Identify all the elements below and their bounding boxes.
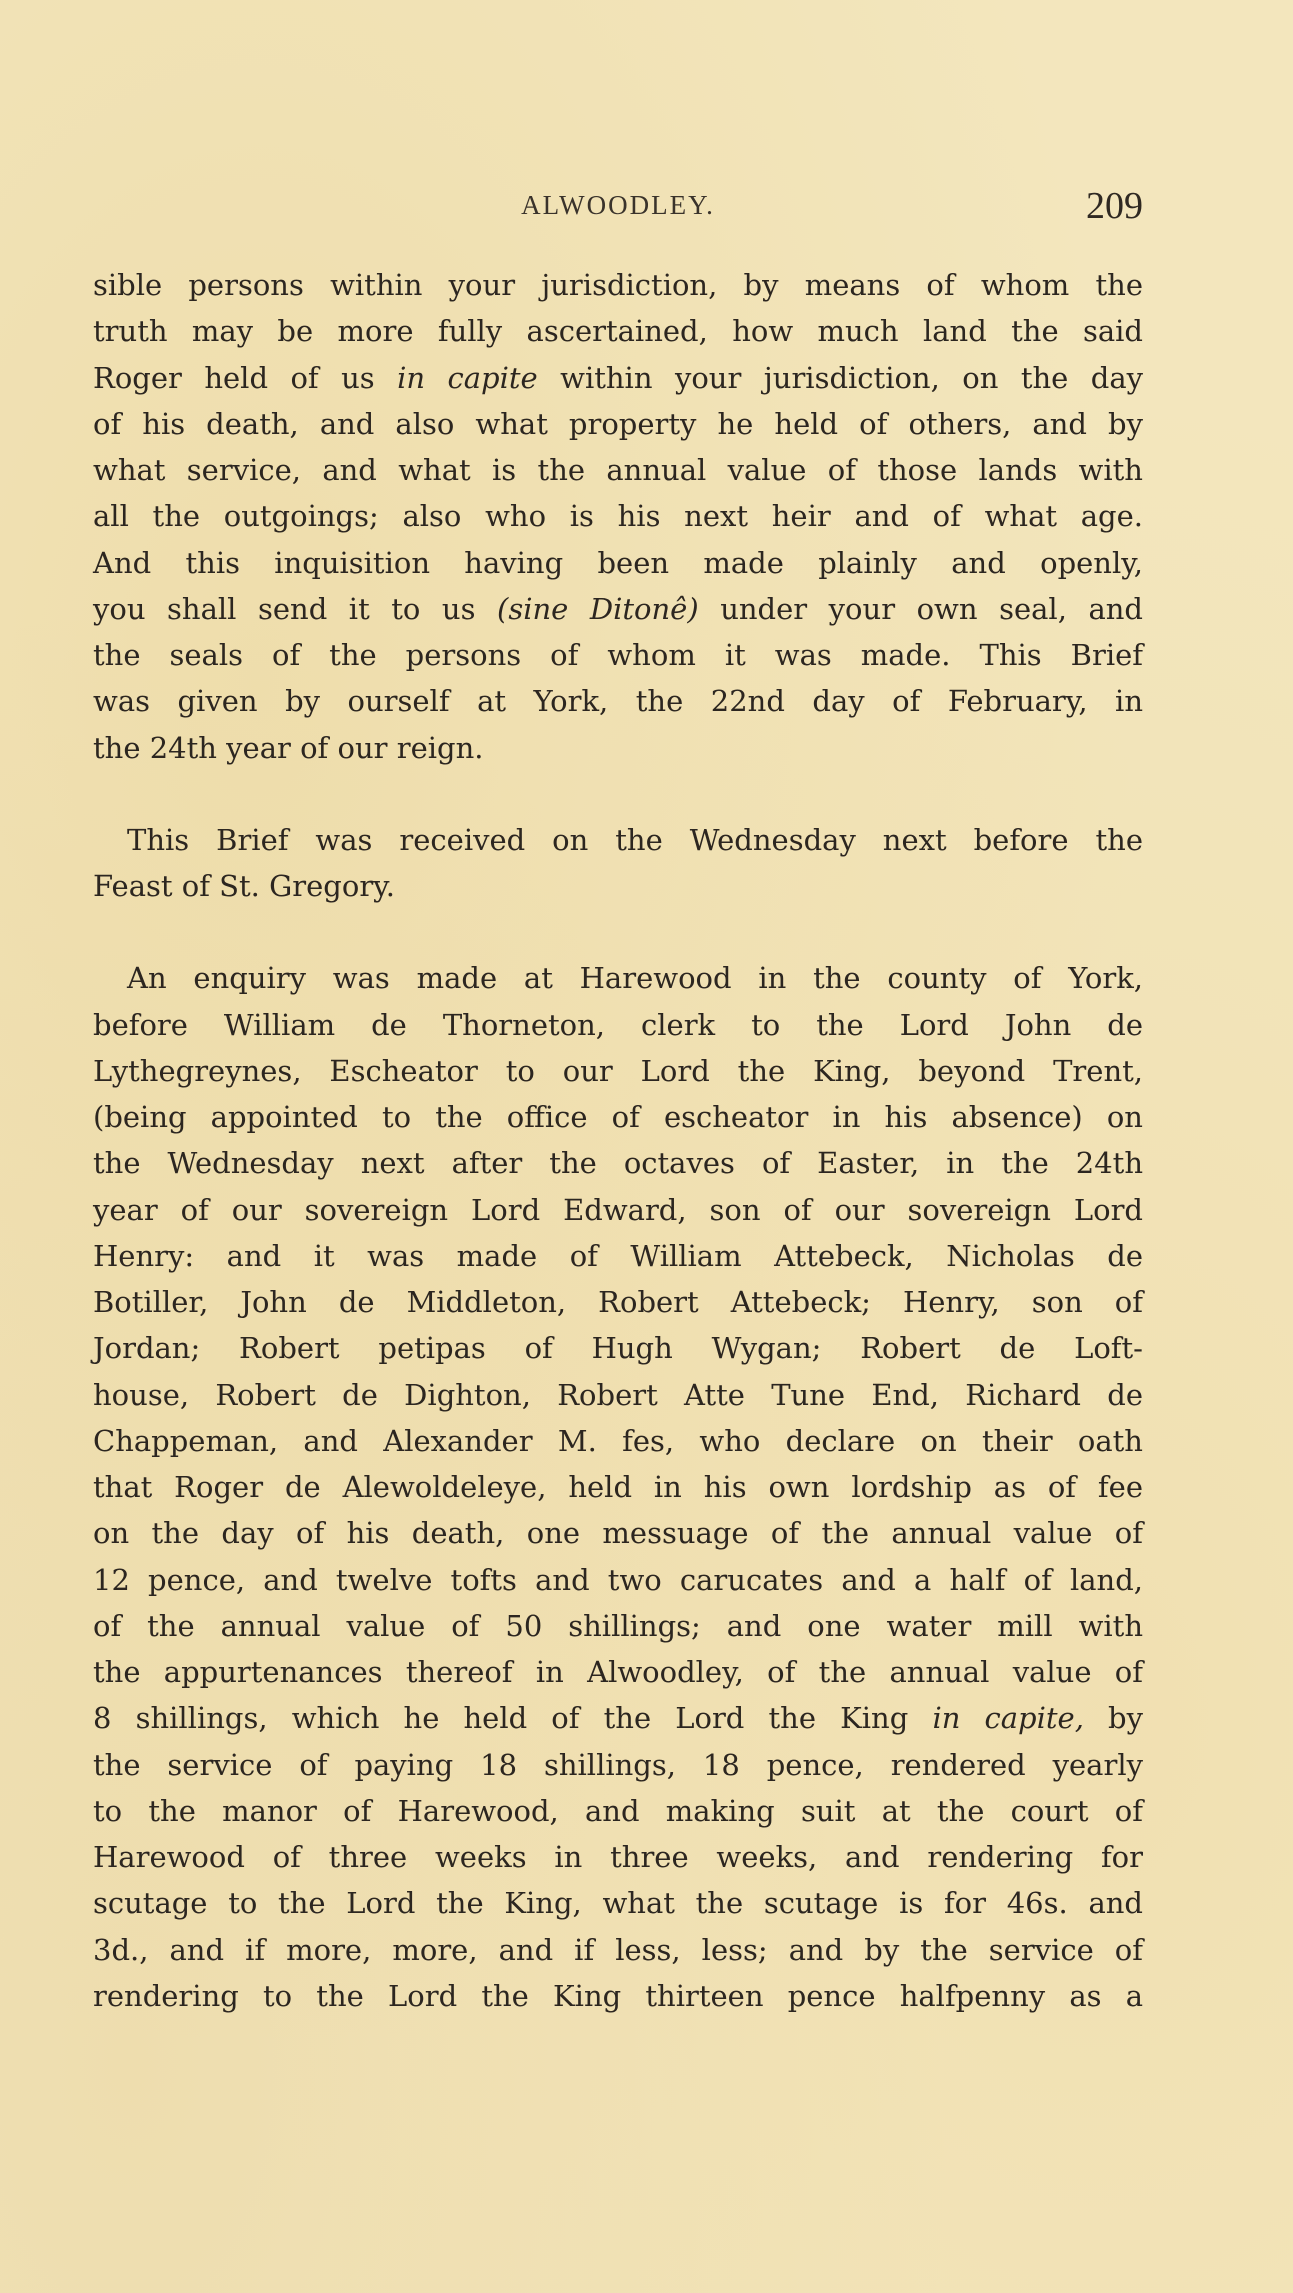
text-line: of the annual value of 50 shillings; and one water mill with: [93, 1608, 1143, 1643]
text-line: (being appointed to the office of escheator in his absence) on: [93, 1100, 1143, 1134]
text-line: all the outgoings; also who is his next heir and of what age.: [93, 499, 1143, 534]
text-line: the seals of the persons of whom it was made. This Brief: [93, 638, 1143, 672]
text-line: 3d., and if more, more, and if less, less; and by the service of: [93, 1932, 1143, 1967]
text-line: scutage to the Lord the King, what the scutage is for 46s. and: [93, 1886, 1143, 1921]
running-head: [93, 185, 1143, 238]
text-line: Harewood of three weeks in three weeks, and rendering for: [93, 1840, 1143, 1874]
running-title: ALWOODLEY.: [521, 190, 715, 220]
text-line: year of our sovereign Lord Edward, son of our sovereign Lord: [93, 1192, 1143, 1227]
text-line: the service of paying 18 shillings, 18 pence, rendered yearly: [93, 1747, 1143, 1782]
text-run: within your jurisdiction, on the day: [537, 360, 1144, 395]
text-run: 8 shillings, which he held of the Lord the King: [93, 1701, 933, 1736]
italic-phrase: in capite,: [932, 1701, 1084, 1736]
text-line: rendering to the Lord the King thirteen pence halfpenny as a: [93, 1978, 1143, 2013]
text-line: the appurtenances thereof in Alwoodley, of the annual value of: [93, 1655, 1143, 1689]
text-run: Roger held of us: [93, 360, 398, 395]
italic-phrase: (sine Ditonê): [497, 591, 699, 626]
text-line: [93, 1695, 1143, 1741]
text-run: you shall send it to us: [93, 591, 498, 626]
text-run: by: [1083, 1701, 1143, 1736]
text-line: truth may be more fully ascertained, how much land the said: [93, 314, 1143, 349]
text-line: that Roger de Alewoldeleye, held in his own lordship as of fee: [93, 1470, 1143, 1504]
text-line: This Brief was received on the Wednesday next before the: [127, 822, 1143, 857]
text-run: under your own seal, and: [698, 591, 1143, 626]
paragraph-gap: [93, 771, 1143, 817]
text-line: what service, and what is the annual value of those lands with: [93, 453, 1143, 487]
paragraph-gap: [93, 909, 1143, 955]
text-line: Jordan; Robert petipas of Hugh Wygan; Robert de Loft-: [93, 1331, 1143, 1366]
text-line: sible persons within your jurisdiction, by means of whom the: [93, 268, 1143, 302]
text-line: before William de Thorneton, clerk to the Lord John de: [93, 1007, 1143, 1042]
text-line: the Wednesday next after the octaves of Easter, in the 24th: [93, 1146, 1143, 1181]
text-line: Chappeman, and Alexander M. fes, who declare on their oath: [93, 1423, 1143, 1458]
text-line: And this inquisition having been made plainly and openly,: [93, 545, 1143, 580]
text-line: Botiller, John de Middleton, Robert Attebeck; Henry, son of: [93, 1285, 1143, 1319]
text-line: 12 pence, and twelve tofts and two carucates and a half of land,: [93, 1562, 1143, 1597]
italic-phrase: in capite: [397, 360, 538, 395]
text-line: Feast of St. Gregory.: [93, 869, 395, 903]
body-text: [93, 262, 1143, 2019]
text-line: [93, 355, 1143, 401]
text-line: An enquiry was made at Harewood in the county of York,: [127, 961, 1143, 996]
text-line: the 24th year of our reign.: [93, 730, 484, 765]
text-line: house, Robert de Dighton, Robert Atte Tune End, Richard de: [93, 1377, 1143, 1412]
text-line: was given by ourself at York, the 22nd day of February, in: [93, 684, 1143, 719]
text-line: of his death, and also what property he held of others, and by: [93, 406, 1143, 441]
text-line: on the day of his death, one messuage of the annual value of: [93, 1516, 1143, 1551]
text-line: Henry: and it was made of William Attebeck, Nicholas de: [93, 1238, 1143, 1273]
text-line: Lythegreynes, Escheator to our Lord the King, beyond Trent,: [93, 1053, 1143, 1088]
page-number: 209: [1086, 185, 1143, 227]
text-line: [93, 586, 1143, 632]
text-line: to the manor of Harewood, and making suit at the court of: [93, 1793, 1143, 1828]
